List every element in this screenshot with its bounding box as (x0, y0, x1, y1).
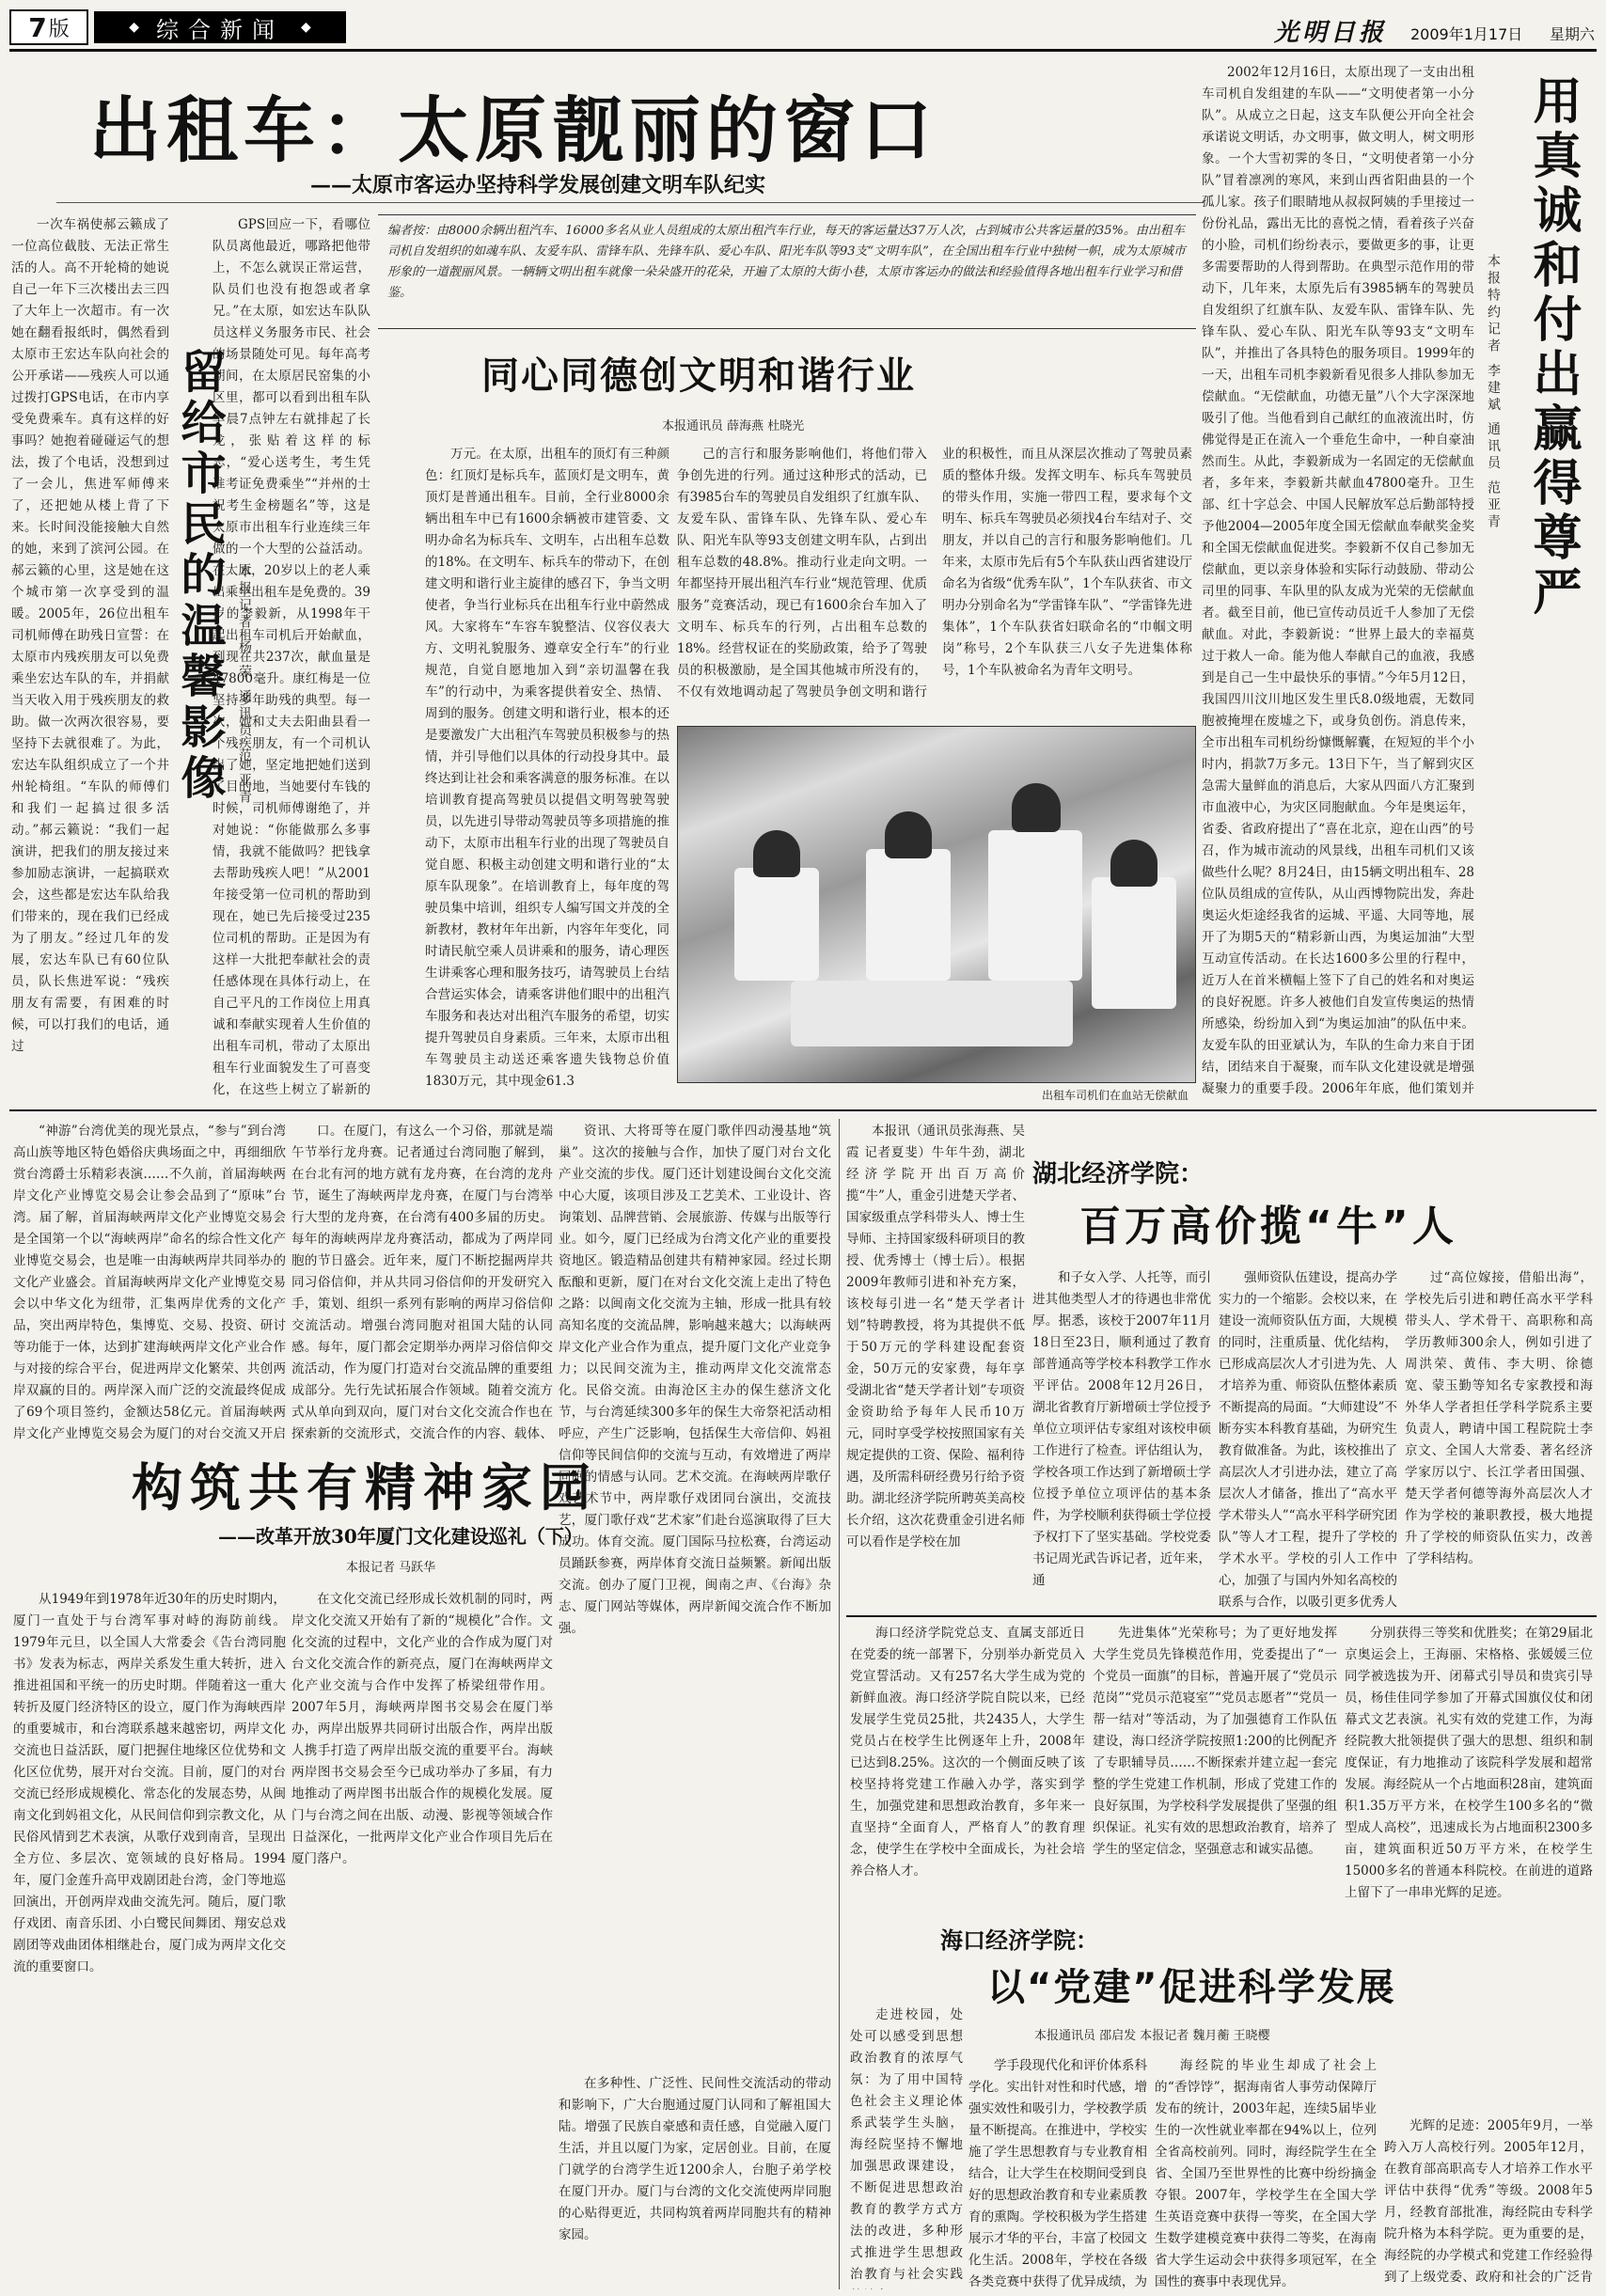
story1-sub-title: 同心同德创文明和谐行业 (481, 354, 916, 398)
story4-top-b (1093, 1623, 1337, 1914)
story1-column-e (1202, 62, 1474, 1101)
story2-title: 构筑共有精神家园 (132, 1458, 598, 1518)
story3-column-c (1219, 1267, 1397, 1610)
story3-kicker: 湖北经济学院： (1032, 1160, 1204, 1188)
story1-editor-note-text: 编者按：由8000余辆出租汽车、16000多名从业人员组成的太原出租汽车行业，每天的客运量达37万人次，占到城市公共客运量的35%。由出租车司机自发组织的如魂车队、友爱车队、雷锋车队、先锋车队、爱心车队、阳光车队等93支“文明车队”，在全国出租车行业中独树一帜，成为太原城市形象的一道靓丽风景。一辆辆文明出租车就像一朵朵盛开的花朵，开遍了太原的大街小巷，太原市客运办的做法和经验值得各地出租车行业学习和借鉴。 (387, 224, 1186, 300)
paper-name: 光明日报 (1274, 19, 1388, 47)
story1-title-rule (56, 202, 1204, 203)
story3-column-c-text: 强师资队伍建设，提高办学实力的一个缩影。会校以来，在建设一流师资队伍方面，大规模的同时，注重质量、优化结构，已形成高层次人才引进为先、人才培养为重、师资队伍整体素质不断提高的局面。“大师建设”不断夯实本科教育基础，为研究生教育做准备。为此，该校推出了高层次人才引进办法，建立了高层次人才储备，推出了“高水平学术带头人”“高水平科学研究团队”等人才工程，提升了学校的学术水平。学校的引人工作中心，加强了与国内外知名高校的联系与合作，以吸引更多优秀人 (1219, 1270, 1397, 1610)
story3-bottom-rule (846, 1615, 1597, 1617)
story4-bottom-b (968, 2055, 1147, 2289)
page-unit: 版 (48, 17, 70, 41)
story3-column-a (846, 1121, 1025, 1610)
story4-title: 以“党建”促进科学发展 (987, 1966, 1396, 2009)
story1-side-title-left: 留给市民的温馨影像 (173, 348, 226, 805)
story2-column-c2 (559, 2073, 831, 2289)
story2-column-c (559, 1121, 831, 2070)
bullet-icon: ◆ (129, 20, 139, 35)
story2-column-b-text: 口。在厦门，有这么一个习俗，那就是端午节举行龙舟赛。记者通过台湾同胞了解到，在台北有河的地方就有龙舟赛，在台湾的龙舟节，诞生了海峡两岸龙舟赛，在厦门与台湾举行大型的龙舟赛，在台湾有400多届的历史。每年的海峡两岸龙舟赛活动，都成为了两岸同胞的节日盛会。近年来，厦门不断挖掘两岸共同习俗信仰，并从共同习俗信仰的开发研究入手，策划、组织一系列有影响的两岸习俗信仰交流活动。增强台湾同胞对祖国大陆的认同感。每年，厦门都会定期举办两岸习俗信仰交流活动，作为厦门打造对台交流品牌的重要组成部分。先行先试拓展合作领域。随着交流方式从单向到双向，厦门对台文化交流合作也在探索新的交流形式，交流合作的内容、载体、 (291, 1124, 553, 1440)
story3-title: 百万高价揽“牛”人 (1079, 1203, 1457, 1250)
story4-top-c-text: 分别获得三等奖和优胜奖；在第29届北京奥运会上，王海丽、宋格格、张媛媛三位同学被选拔为开、闭幕式引导员和贵宾引导员，杨佳佳同学参加了开幕式国旗仪仗和闭幕式文艺表演。礼实有效的党建工作，为海经院教大批领提供了强大的思想、组织和制度保证，有力地推动了该院科学发展和超常发展。海经院从一个占地面积28亩，建筑面积1.35万平方米，在校学生100多名的“微型成人高校”，迅速成长为占地面积2300多亩，建筑面积近50万平方米，在校学生15000多名的普通本科院校。在前进的道路上留下了一串串光辉的足迹。 (1345, 1626, 1593, 1900)
story1-column-a-text: 一次车祸使郝云籁成了一位高位截肢、无法正常生活的人。高不开轮椅的她说自己一年下三次楼出去三四了大年上一次超市。有一次她在翻看报纸时，偶然看到太原市王宏达车队向社会的公开承诺——残疾人可以通过拨打GPS电话，在市内享受免费乘车。真有这样的好事吗？她抱着碰碰运气的想法，拨了个电话，没想到过了一会儿，焦进军师傅来了，还把她从楼上背了下来。长时间没能接触大自然的她，来到了滨河公园。在郝云籁的心里，这是她在这个城市第一次享受到的温暖。2005年，26位出租车司机师傅在助残日宣誓：在太原市内残疾朋友可以免费乘坐宏达车队的车，并捐献当天收入用于残疾朋友的救助。做一次两次很容易，要坚持下去就很难了。为此，宏达车队组织成立了一个井州轮椅组。“车队的师傅们和我们一起搞过很多活动。”郝云籁说：“我们一起演讲，把我们的朋友接过来参加励志演讲，一起搞联欢会，这些都是宏达车队给我们带来的，现在我们已经成为了朋友。”经过几年的发展，宏达车队已有60位队员，队长焦进军说：“残疾朋友有需要，有困难的时候，可以打我们的电话，通过 (11, 217, 169, 1054)
story4-top-b-text: 先进集体”光荣称号；为了更好地发挥大学生党员先锋模范作用，党委提出了“一个党员一面旗”的目标，普遍开展了“党员示范岗”“党员示范寝室”“党员志愿者”“党员一帮一结对”等活动，为了加强德育工作队伍建设，海口经济学院按照1:200的比例配齐了专职辅导员……不断探索并建立起一套完整的学生党建工作机制，形成了党建工作的良好氛围，为学校科学发展提供了坚强的组织保证。礼实有效的思想政治教育，培养了学生的坚定信念，坚强意志和诚实品德。 (1093, 1626, 1337, 1857)
story2-column-a-text: “神游”台湾优美的现光景点，“参与”到台湾高山族等地区特色婚俗庆典场面之中，再细细欣赏台湾爵士乐精彩表演……不久前，首届海峡两岸文化产业博览交易会让参会品到了“原味”台湾。届了解，首届海峡两岸文化产业博览交易会是全国第一个以“海峡两岸”命名的综合性文化产业博览交易会，也是唯一由海峡两岸共同举办的文化产业盛会。首届海峡两岸文化产业博览交易会以中华文化为纽带，汇集两岸优秀的文化产品，突出两岸特色，集博览、交易、投资、研讨等功能于一体，达到扩建海峡两岸文化产业合作与对接的综合平台，促进两岸文化繁荣、共创两岸双赢的目的。两岸深入而广泛的交流最终促成了69个项目签约，金额达58亿元。首届海峡两岸文化产业博览交易会为厦门的对台交流又开启 (13, 1124, 286, 1440)
page-number-box (9, 9, 88, 45)
story1-column-d (677, 444, 1192, 711)
page-number: 7 (28, 11, 47, 43)
story4-kicker: 海口经济学院： (940, 1927, 1098, 1954)
story3-column-d-text: 过“高位嫁接，借船出海”，学校先后引进和聘任高水平学科带头人、学术骨干、高职称和高学历教师300余人，例如引进了周洪荣、黄伟、李大明、徐德宽、蒙玉勤等知名专家教授和海外华人学者担任学科学院系主要负责人，聘请中国工程院院士李京文、全国人大常委、著名经济学家厉以宁、长江学者田国强、楚天学者何德等海外高层次人才作为学校的兼职教授，极大地提升了学校的师资队伍实力，改善了学科结构。 (1405, 1270, 1593, 1566)
story1-column-e-text: 2002年12月16日，太原出现了一支由出租车司机自发组建的车队——“文明使者第一小分队”。从成立之日起，这支车队便公开向全社会承诺说文明话，办文明事，做文明人，树文明形象。一个大雪初霁的冬日，“文明使者第一小分队”冒着凛冽的寒风，来到山西省阳曲县的一个孤儿家。孩子们眼睛地从叔叔阿姨的手里接过一份份礼品，露出无比的喜悦之情，看着孩子兴奋的小脸，司机们纷纷表示，要做更多的事，让更多需要帮助的人得到帮助。在典型示范作用的带动下，几年来，太原先后有3985辆车的驾驶员自发组织了红旗车队、友爱车队、雷锋车队、先锋车队、爱心车队、阳光车队等93支“文明车队”，并推出了各具特色的服务项目。1999年的一天，出租车司机李毅新看见很多人排队参加无偿献血。“无偿献血，功德无量”八个大字深深地吸引了他。当他看到自己献红的血液流出时，仿佛觉得是正在流入一个垂危生命中，一种自豪油然而生。从此，李毅新成为一名固定的无偿献血者，多年来，李毅新共献血47800毫升。卫生部、红十字总会、中国人民解放军总后勤部特授予他2004—2005年度全国无偿献血奉献奖金奖和全国无偿献血促进奖。李毅新不仅自己参加无偿献血，更以亲身体验和实际行动鼓励、带动公司里的同事、车队里的队友成为光荣的无偿献血者。截至目前，他已宣传动员近千人参加了无偿献血。对此，李毅新说：“世界上最大的幸福莫过于救人一命。能为他人奉献自己的血液，我感到是自己一生中最快乐的事情。”今年5月12日，我国四川汶川地区发生里氏8.0级地震，无数同胞被掩埋在废墟之下，或身负创伤。消息传来，全市出租车司机纷纷慷慨解囊，在短短的半个小时内，捐款7万多元。13日下午，当了解到灾区急需大量鲜血的消息后，大家从四面八方汇聚到市血液中心，为灾区同胞献血。今年是奥运年，省委、省政府提出了“喜在北京，迎在山西”的号召，作为城市流动的风景线，出租车司机们又该做些什么呢？8月24日，由15辆文明出租车、28位队员组成的宣传队，从山西博物院出发，奔赴奥运火炬途经我省的运城、平遥、大同等地，展开了为期5天的“精彩新山西，为奥运加油”大型互动宣传活动。在长达1600多公里的行程中，近万人在首米横幅上签下了自己的姓名和对奥运的良好祝愿。许多人被他们自发宣传奥运的热情所感染，纷纷加入到“为奥运加油”的队伍中来。友爱车队的田亚斌认为，车队的生命力来自于团结，团结来自于凝聚，而车队文化建设就是增强凝聚力的重要手段。2006年年底，他们策划并 (1202, 65, 1474, 1096)
story2-byline: 本报记者 马跃华 (346, 1561, 436, 1575)
story4-bottom-d-text: 光辉的足迹：2005年9月，一举跨入万人高校行列。2005年12月，在教育部高职高专人才培养工作水平评估中获得“优秀”等级。2008年5月，经教育部批准，海经院由专科学院升格为本科学院。更为重要的是，海经院的办学模式和党建工作经验得到了上级党委、政府和社会的广泛肯 (1384, 2118, 1593, 2285)
story2-column-a (13, 1121, 286, 1440)
story4-bottom-c (1155, 2055, 1377, 2289)
section-label: 综合新闻 (156, 16, 284, 43)
story4-byline: 本报通讯员 邵启发 本报记者 魏月蘅 王晓樱 (1034, 2029, 1270, 2043)
story3-column-b (1032, 1267, 1211, 1610)
story3-column-a-text: 本报讯（通讯员张海燕、吴霞 记者夏斐）牛年牛劲，湖北经济学院开出百万高价揽“牛”人，重金引进楚天学者、国家级重点学科带头人、博士生导师、主持国家级科研项目的教授、优秀博士（博士后）。根据2009年教师引进和补充方案，该校每引进一名“楚天学者计划”特聘教授，将为其提供不低于50万元的学科建设配套资金，50万元的安家费，每年享受湖北省“楚天学者计划”专项资金资助给予每年人民币10万元，同时享受学校按照国家有关规定提供的工资、保险、福利待遇，及所需科研经费另行给予资助。湖北经济学院所聘英美高校长介绍，这次花费重金引进名师可以看作是学校在加 (846, 1124, 1025, 1549)
story2-column-b2-text: 在文化交流已经形成长效机制的同时，两岸文化交流又开始有了新的“规模化”合作。文化交流的过程中，文化产业的合作成为厦门对台文化交流合作的新亮点，厦门在海峡两岸文化产业交流与合作中发挥了桥梁纽带作用。2007年5月，海峡两岸图书交易会在厦门举办，两岸出版界共同研讨出版合作，两岸出版人携手打造了两岸出版交流的重要平台。海峡两岸图书交易会至今已成功举办了多届，有力地推动了两岸图书出版合作的规模化发展。厦门与台湾之间在出版、动漫、影视等领域合作日益深化，一批两岸文化产业合作项目先后在厦门落户。 (291, 1592, 553, 1866)
story1-photo-caption: 出租车司机们在血站无偿献血 (1041, 1089, 1189, 1102)
story2-column-c2-text: 在多种性、广泛性、民间性交流活动的带动和影响下，广大台胞通过厦门认同和了解祖国大陆。增强了民族自豪感和责任感，自觉融入厦门生活，并且以厦门为家，定居创业。目前，在厦门就学的台湾学生近1200余人，台胞子弟学校在厦门开办。厦门与台湾的文化交流使两岸同胞的心贴得更近，共同构筑着两岸同胞共有的精神家园。 (559, 2076, 831, 2242)
story1-editor-note (378, 214, 1196, 329)
story4-top-c (1345, 1623, 1593, 2112)
story1-photo (677, 726, 1196, 1083)
story1-column-d-text: 己的言行和服务影响他们，将他们带入争创先进的行列。通过这种形式的活动，已有3985台车的驾驶员自发组织了红旗车队、友爱车队、雷锋车队、先锋车队、爱心车队、阳光车队等93支创建文明车队，占到出租车总数的48.8%。推动行业走向文明。一年都坚持开展出租汽车行业“规范管理、优质服务”竞赛活动，现已有1600余台车加入了文明车、标兵车的行列，占出租车总数的18%。经营权证在的奖励政策，给予了驾驶员的积极激励，是全国其他城市所没有的，不仅有效地调动起了驾驶员争创文明和谐行业的积极性，而且从深层次推动了驾驶员素质的整体升级。发挥文明车、标兵车驾驶员的带头作用，实施一带四工程，要求每个文明车、标兵车驾驶员必须找4台车结对子、交朋友，并以自己的言行和服务影响他们。几年来，太原市先后有5个车队获山西省建设厅命名为省级“优秀车队”，1个车队获省、市文明办分别命名为“学雷锋车队”、“学雷锋先进集体”，1个车队获省妇联命名的“巾帼文明岗”称号，2个车队获三八女子先进集体称号，1个车队被命名为青年文明号。 (677, 447, 1192, 700)
story1-column-c (425, 444, 669, 1102)
story4-bottom-a-text: 走进校园，处处可以感受到思想政治教育的浓厚气氛：为了用中国特色社会主义理论体系武装学生头脑，海经院坚持不懈地加强思政课建设，不断促进思想政治教育的教学方式方法的改进，多种形式推进学生思想政治教育与社会实践 (850, 2007, 963, 2282)
section-label-box (94, 11, 346, 43)
story2-column-b2 (291, 1589, 553, 2289)
bullet-icon: ◆ (301, 20, 311, 35)
issue-weekday: 星期六 (1550, 25, 1596, 43)
story4-bottom-a (850, 2005, 963, 2289)
story1-column-a (11, 214, 169, 1098)
story1-subtitle: ——太原市客运办坚持科学发展创建文明车队纪实 (310, 173, 766, 197)
story1-sub-byline: 本报通讯员 薛海燕 杜晓光 (662, 419, 805, 433)
story4-bottom-c-text: 海经院的毕业生却成了社会上的“香饽饽”，据海南省人事劳动保障厅发布的统计，2003年起，连续5届毕业生的一次性就业率都在94%以上，位列全省高校前列。同时，海经院学生在全省、全国乃至世界性的比赛中纷纷摘金夺银。2007年，学校学生在全国大学生英语竞赛中获得一等奖，在全国大学生数学建模竞赛中获得二等奖，在海南省大学生运动会中获得多项冠军，在全国性的赛事中表现优异。 (1155, 2058, 1377, 2289)
story3-column-d (1405, 1267, 1593, 1610)
masthead-rule (9, 49, 1597, 52)
story2-column-c-text: 资讯、大将哥等在厦门歌伴四动漫基地“筑巢”。这次的接触与合作，加快了厦门对台文化产业交流的步伐。厦门还计划建设闽台文化交流中心大厦，该项目涉及工艺美术、工业设计、咨询策划、品牌营销、会展旅游、传媒与出版等行业。如今，厦门已经成为台湾文化产业的重要投资地区。锻造精品创建共有精神家园。经过长期酝酿和更新，厦门在对台文化交流上走出了特色之路：以闽南文化交流为主轴，形成一批具有较高知名度的交流品牌，影响越来越大；以海峡两岸文化产业合作为重点，提升厦门文化产业竞争力；以民间交流为主，推动两岸文化交流常态化。民俗交流。由海沧区主办的保生慈济文化节，与台湾延续300多年的保生大帝祭祀活动相呼应，产生广泛影响，包括保生大帝信仰、妈祖信仰等民间信仰的交流与互动，有效增进了两岸同胞的情感与认同。艺术交流。在海峡两岸歌仔戏艺术节中，两岸歌仔戏团同台演出，交流技艺，厦门歌仔戏“艺术家”们赴台巡演取得了巨大成功。体育交流。厦门国际马拉松赛，台湾运动员踊跃参赛，两岸体育交流日益频繁。新闻出版交流。创办了厦门卫视，闽南之声、《台海》杂志、厦门网站等媒体，两岸新闻交流合作不断加强。 (559, 1124, 831, 1636)
story2-right-rule (839, 1119, 840, 2289)
story4-bottom-d (1384, 2115, 1593, 2289)
story2-subtitle: ——改革开放30年厦门文化建设巡礼（下） (218, 1525, 583, 1548)
story2-column-a2 (13, 1589, 286, 2289)
story1-side-byline-right: 本报特约记者 李建斌 通讯员 范亚青 (1486, 254, 1501, 532)
story2-column-b (291, 1121, 553, 1440)
story1-column-b-text: GPS回应一下，看哪位队员离他最近，哪路把他带上，不怎么就误正常运营，队员们也没有抱怨或者拿兄。”在太原，如宏达车队队员这样义务服务市民、社会的场景随处可见。每年高考期间，在太原居民窑集的小区里，都可以看到出租车队早晨7点钟左右就排起了长龙，张贴着这样的标志，“爱心送考生，考生凭准考证免费乘坐”“并州的士祝考生金榜题名”等，这是太原市出租车行业连续三年做的一个大型的公益活动。在太原，20岁以上的老人乘出乘坐出租车是免费的。39岁的李毅新，从1998年干起出租车司机后开始献血，到现在共237次，献血量是47800毫升。康红梅是一位坚持多年助残的典型。每一次，她和丈夫去阳曲县看一个残疾朋友，有一个司机认出了她，坚定地把她们送到了目的地，当她要付车钱的时候，司机师傅谢绝了，并对她说：“你能做那么多事情，我就不能做吗？把钱拿去帮助残疾人吧！”从2001年接受第一位司机的帮助到现在，她已先后接受过235位司机的帮助。正是因为有这样一大批把奉献社会的责任感体现在具体行动上，在自己平凡的工作岗位上用真诚和奉献实现着人生价值的出租车司机，带动了太原出租车行业面貌发生了可喜变化，在这些上树立了崭新的 (213, 217, 370, 1097)
story1-title: 出租车：太原靓丽的窗口 (89, 88, 937, 172)
story1-column-c-text: 万元。在太原，出租车的顶灯有三种颜色：红顶灯是标兵车，蓝顶灯是文明车，黄顶灯是普通出租车。目前，全行业8000余辆出租车中已有1600余辆被市建管委、文明办命名为标兵车、文明车，占出租车总数的18%。在文明车、标兵车的带动下，在创建文明和谐行业主旋律的感召下，争当文明使者，争当行业标兵在出租车行业中蔚然成风。大家将车“车容车貌整洁、仪容仪表大方、文明礼貌服务、遵章安全行车”的行业规范，自觉自愿地加入到“亲切温馨在我车”的行动中，为乘客提供着安全、热情、周到的服务。创建文明和谐行业，根本的还是要激发广大出租汽车驾驶员积极参与的热情，并引导他们以具体的行动投身其中。最终达到让社会和乘客满意的服务标准。在以培训教育提高驾驶员以提倡文明驾驶驾驶员，以先进引导带动驾驶员等多项措施的推动下，太原市出租车行业的出现了驾驶员自觉自愿、积极主动创建文明和谐行业的“太原车队现象”。在培训教育上，每年度的驾驶员集中培训，组织专人编写国文并茂的全新教材，教材年年出新，内容年年变化，同时请民航空乘人员讲乘和的服务，请心理医生讲乘客心理和服务技巧，请驾驶员上台结合营运实体会，请乘客讲他们眼中的出租汽车服务和表达对出租汽车服务的希望，切实提升驾驶员自身素质。三年来，太原市出租车驾驶员主动送还乘客遗失钱物总价值1830万元，其中现金61.3 (425, 447, 669, 1089)
story4-bottom-b-text: 学手段现代化和评价体系科学化。实出针对性和时代感，增强实效性和吸引力，学校教学质量不断提高。在推进中，学校实施了学生思想教育与专业教育相结合，让大学生在校期间受到良好的思想政治教育和专业素质教育的熏陶。学校积极为学生搭建展示才华的平台，丰富了校园文化生活。2008年，学校在各级各类竞赛中获得了优异成绩，为 (968, 2058, 1147, 2289)
story1-bottom-rule (9, 1109, 1597, 1111)
story3-column-b-text: 和子女入学、人托等，而引进其他类型人才的待遇也非常优厚。据悉，该校于2007年11月18日至23日，顺利通过了教育部普通高等学校本科教学工作水平评估。2008年12月26日，湖北省教育厅新增硕士学位授予单位立项评估专家组对该校申硕工作进行了检查。评估组认为，学校各项工作达到了新增硕士学位授予单位立项评估的基本条件，为学校顺利获得硕士学位授予权打下了坚实基础。学校党委书记周光武告诉记者，近年来，通 (1032, 1270, 1211, 1588)
story4-top-a-text: 海口经济学院党总支、直属支部近日在党委的统一部署下，分别举办新党员入党宣誓活动。又有257名大学生成为党的新鲜血液。海口经济学院自院以来，已经发展学生党员25批，共2435人，大学生党员占在校学生比例逐年上升，2008年已达到8.25%。这次的一个侧面反映了该校坚持将党建工作融入办学，落实到学生，加强党建和思想政治教育，多年来一直坚持“全面育人，严格育人”的教育理念，使学生在学校中全面成长，为社会培养合格人才。 (850, 1626, 1085, 1879)
story1-side-byline-left: 本报记者 杨 荣 通讯员 范 亚青 (237, 564, 252, 808)
story2-column-a2-text: 从1949年到1978年近30年的历史时期内，厦门一直处于与台湾军事对峙的海防前线。1979年元旦，以全国人大常委会《告台湾同胞书》发表为标志，两岸关系发生重大转折，进入推进祖国和平统一的历史时期。伴随着这一重大转折及厦门经济特区的设立，厦门作为海峡西岸的重要城市，和台湾联系越来越密切，两岸文化交流也日益活跃，厦门把握住地缘区位优势和文化区位优势，展开对台交流。目前，厦门的对台交流已经形成规模化、常态化的发展态势，从闽南文化到妈祖文化，从民间信仰到宗教文化，从民俗风情到艺术表演，从歌仔戏到南音，呈现出全方位、多层次、宽领域的良好格局。1994年，厦门金莲升高甲戏剧团赴台湾，金门等地巡回演出，开创两岸戏曲交流先河。随后，厦门歌仔戏团、南音乐团、小白鹭民间舞团、翔安总戏剧团等戏曲团体相继赴台，厦门成为两岸文化交流的重要窗口。 (13, 1592, 286, 1974)
story1-column-b (213, 214, 370, 1098)
story1-side-title-right: 用真诚和付出赢得尊严 (1524, 75, 1581, 621)
issue-date: 2009年1月17日 (1410, 25, 1523, 43)
